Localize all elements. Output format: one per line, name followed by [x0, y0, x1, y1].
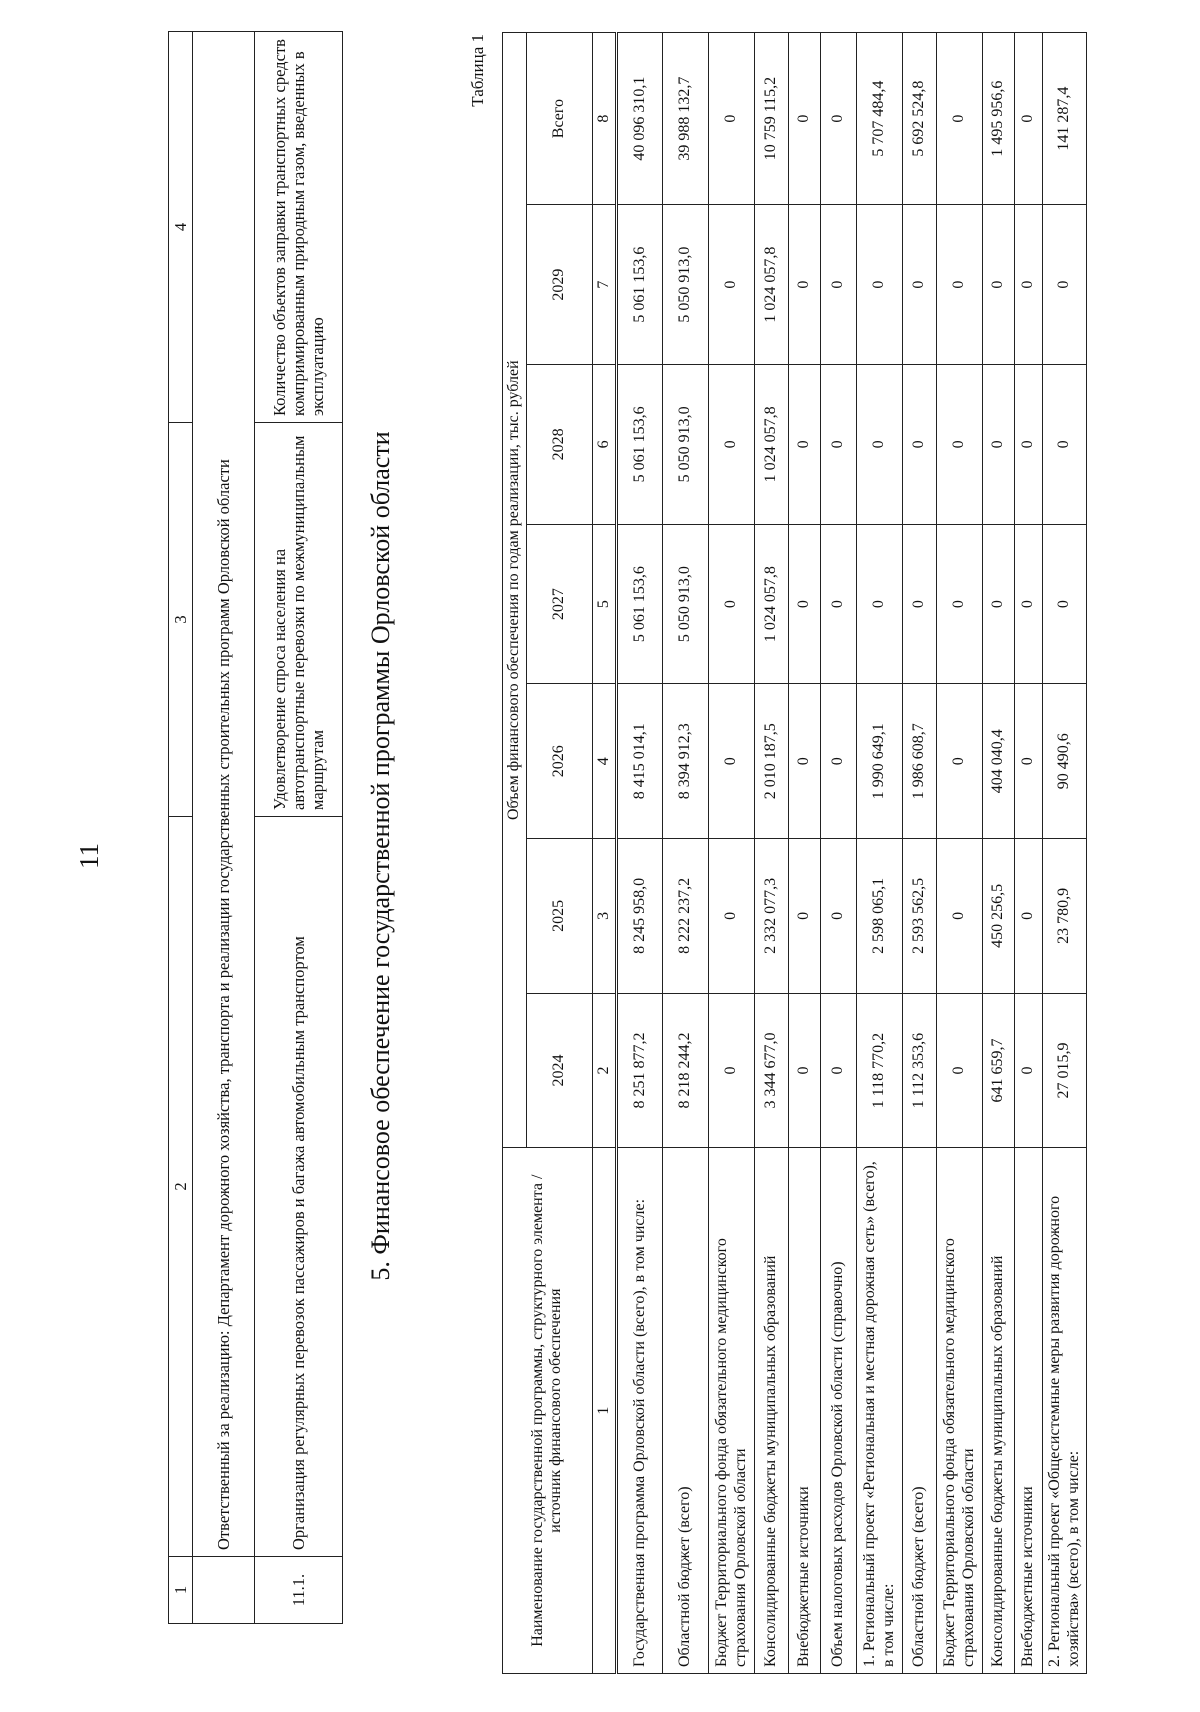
row-number: 11.1. [255, 1557, 343, 1624]
section-title: 5. Финансовое обеспечение государственной программы Орловской области [366, 431, 395, 1281]
year-value: 5 050 913,0 [663, 524, 709, 684]
col-header-3: 3 [169, 423, 193, 817]
total-value: 0 [1015, 33, 1043, 205]
row-name: Государственная программа Орловской области (всего), в том числе: [617, 1148, 663, 1674]
table-row [821, 33, 857, 1674]
indicator-cell: Количество объектов заправки транспортных средств компримированным природным газом, введенных в эксплуатацию [255, 32, 343, 423]
year-value: 0 [709, 364, 755, 524]
task-cell: Организация регулярных перевозок пассажиров и багажа автомобильным транспортом [255, 817, 343, 1557]
year-value: 23 780,9 [1043, 839, 1087, 994]
year-value: 0 [709, 993, 755, 1148]
year-value: 0 [709, 524, 755, 684]
row-name: Внебюджетные источники [789, 1148, 821, 1674]
page-number: 11 [74, 843, 104, 869]
year-value: 0 [1043, 364, 1087, 524]
table-row [1043, 33, 1087, 1674]
year-value: 0 [857, 524, 903, 684]
year-value: 0 [1043, 524, 1087, 684]
year-header: 2026 [526, 684, 592, 839]
year-value: 0 [1043, 205, 1087, 365]
row-name: Бюджет Территориального фонда обязательного медицинского страхования Орловской области [709, 1148, 755, 1674]
total-value: 1 495 956,6 [983, 33, 1015, 205]
total-header: Всего [526, 33, 592, 205]
year-value: 5 050 913,0 [663, 205, 709, 365]
col-header-4: 4 [169, 32, 193, 423]
row-name: Внебюджетные источники [1015, 1148, 1043, 1674]
year-value: 3 344 677,0 [755, 993, 789, 1148]
table-row [255, 32, 343, 1624]
year-value: 0 [1015, 993, 1043, 1148]
year-value: 1 024 057,8 [755, 524, 789, 684]
year-value: 2 593 562,5 [903, 839, 937, 994]
table-row [857, 33, 903, 1674]
year-value: 1 986 608,7 [903, 684, 937, 839]
year-value: 0 [821, 524, 857, 684]
year-value: 0 [903, 205, 937, 365]
column-number: 8 [592, 33, 617, 205]
year-value: 2 332 077,3 [755, 839, 789, 994]
col-header-1: 1 [169, 1557, 193, 1624]
year-value: 8 222 237,2 [663, 839, 709, 994]
year-value: 0 [821, 684, 857, 839]
column-number: 3 [592, 839, 617, 994]
row-name: 1. Региональный проект «Региональная и местная дорожная сеть» (всего), в том числе: [857, 1148, 903, 1674]
year-header: 2027 [526, 524, 592, 684]
total-value: 5 707 484,4 [857, 33, 903, 205]
table-row [755, 33, 789, 1674]
table-row [903, 33, 937, 1674]
year-value: 2 010 187,5 [755, 684, 789, 839]
table-row [1015, 33, 1043, 1674]
column-number: 7 [592, 205, 617, 365]
year-value: 8 245 958,0 [617, 839, 663, 994]
table-row [983, 33, 1015, 1674]
year-value: 404 040,4 [983, 684, 1015, 839]
year-value: 27 015,9 [1043, 993, 1087, 1148]
table-label: Таблица 1 [468, 34, 487, 107]
year-value: 1 118 770,2 [857, 993, 903, 1148]
total-value: 0 [937, 33, 983, 205]
year-value: 0 [937, 524, 983, 684]
responsible-text: Ответственный за реализацию: Департамент дорожного хозяйства, транспорта и реализации государственных строительных программ Орловской области [193, 32, 255, 1557]
table-row [663, 33, 709, 1674]
year-value: 0 [937, 205, 983, 365]
year-value: 0 [983, 205, 1015, 365]
total-value: 5 692 524,8 [903, 33, 937, 205]
total-value: 0 [821, 33, 857, 205]
year-value: 0 [789, 364, 821, 524]
column-number: 1 [592, 1148, 617, 1674]
year-value: 0 [709, 839, 755, 994]
total-value: 0 [709, 33, 755, 205]
row-name: Бюджет Территориального фонда обязательного медицинского страхования Орловской области [937, 1148, 983, 1674]
effect-cell: Удовлетворение спроса населения на автотранспортные перевозки по межмуниципальным маршрутам [255, 423, 343, 817]
year-value: 0 [709, 205, 755, 365]
empty-cell [193, 1557, 255, 1624]
total-value: 10 759 115,2 [755, 33, 789, 205]
year-header: 2024 [526, 993, 592, 1148]
year-header: 2029 [526, 205, 592, 365]
table-row [789, 33, 821, 1674]
row-name: Областной бюджет (всего) [903, 1148, 937, 1674]
top-table-header [169, 32, 193, 1624]
year-value: 8 415 014,1 [617, 684, 663, 839]
year-value: 0 [1015, 839, 1043, 994]
year-value: 8 218 244,2 [663, 993, 709, 1148]
year-value: 1 024 057,8 [755, 205, 789, 365]
year-value: 5 061 153,6 [617, 524, 663, 684]
year-value: 0 [789, 993, 821, 1148]
column-numbers-row [592, 33, 617, 1674]
finance-table [502, 32, 1087, 1674]
year-value: 1 112 353,6 [903, 993, 937, 1148]
year-value: 0 [1015, 524, 1043, 684]
year-value: 0 [903, 364, 937, 524]
year-value: 0 [857, 205, 903, 365]
column-number: 5 [592, 524, 617, 684]
year-value: 0 [903, 524, 937, 684]
year-value: 0 [937, 364, 983, 524]
year-value: 0 [709, 684, 755, 839]
total-value: 40 096 310,1 [617, 33, 663, 205]
column-number: 6 [592, 364, 617, 524]
year-value: 0 [789, 684, 821, 839]
col-header-2: 2 [169, 817, 193, 1557]
table-row [937, 33, 983, 1674]
year-value: 2 598 065,1 [857, 839, 903, 994]
row-name: Консолидированные бюджеты муниципальных образований [755, 1148, 789, 1674]
year-value: 0 [857, 364, 903, 524]
volume-header: Объем финансового обеспечения по годам реализации, тыс. рублей [503, 33, 527, 1148]
year-value: 0 [937, 839, 983, 994]
year-value: 0 [789, 839, 821, 994]
responsible-row [193, 32, 255, 1624]
year-value: 0 [821, 839, 857, 994]
year-value: 8 394 912,3 [663, 684, 709, 839]
year-value: 0 [1015, 364, 1043, 524]
year-value: 641 659,7 [983, 993, 1015, 1148]
year-value: 0 [789, 205, 821, 365]
total-value: 0 [789, 33, 821, 205]
year-header: 2025 [526, 839, 592, 994]
row-name: 2. Региональный проект «Общесистемные меры развития дорожного хозяйства» (всего), в том числе: [1043, 1148, 1087, 1674]
finance-table-body [617, 33, 1087, 1674]
table-row [709, 33, 755, 1674]
year-value: 0 [821, 993, 857, 1148]
year-value: 0 [937, 993, 983, 1148]
year-value: 5 061 153,6 [617, 364, 663, 524]
year-value: 5 061 153,6 [617, 205, 663, 365]
column-number: 4 [592, 684, 617, 839]
year-value: 0 [937, 684, 983, 839]
row-name: Объем налоговых расходов Орловской области (справочно) [821, 1148, 857, 1674]
total-value: 141 287,4 [1043, 33, 1087, 205]
year-header: 2028 [526, 364, 592, 524]
year-value: 90 490,6 [1043, 684, 1087, 839]
year-value: 0 [821, 364, 857, 524]
year-value: 0 [789, 524, 821, 684]
total-value: 39 988 132,7 [663, 33, 709, 205]
year-value: 8 251 877,2 [617, 993, 663, 1148]
row-name: Консолидированные бюджеты муниципальных образований [983, 1148, 1015, 1674]
year-value: 0 [983, 524, 1015, 684]
table-row [617, 33, 663, 1674]
year-value: 5 050 913,0 [663, 364, 709, 524]
year-value: 0 [1015, 205, 1043, 365]
top-table [168, 31, 343, 1624]
year-value: 1 024 057,8 [755, 364, 789, 524]
name-column-header: Наименование государственной программы, структурного элемента / источник финансового обеспечения [503, 1148, 593, 1674]
volume-header-row [503, 33, 527, 1674]
year-value: 0 [983, 364, 1015, 524]
column-number: 2 [592, 993, 617, 1148]
year-value: 450 256,5 [983, 839, 1015, 994]
year-value: 1 990 649,1 [857, 684, 903, 839]
year-value: 0 [821, 205, 857, 365]
row-name: Областной бюджет (всего) [663, 1148, 709, 1674]
year-value: 0 [1015, 684, 1043, 839]
